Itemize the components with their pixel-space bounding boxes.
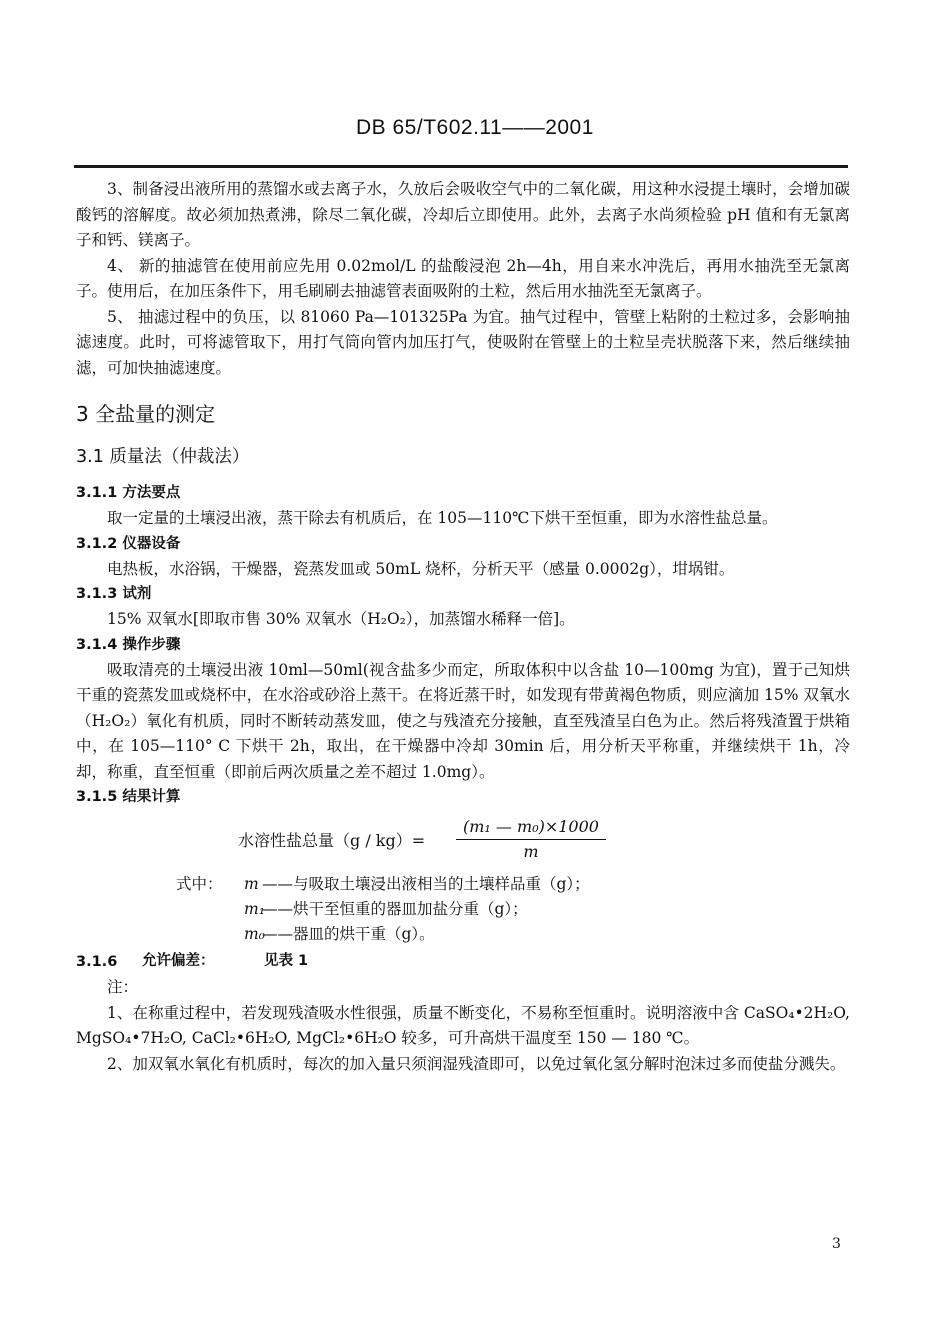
definition-row [76,872,850,897]
section-3-1-heading: 3.1 质量法（仲裁法） [76,447,250,467]
section-3-1-5-title: 3.1.5 结果计算 [76,789,181,805]
section-3-1-3-title: 3.1.3 试剂 [76,586,152,602]
header-rule [74,165,848,168]
definition-symbol: m [244,875,259,893]
section-3-1-4-title: 3.1.4 操作步骤 [76,636,181,653]
formula-denominator: m [523,842,539,861]
section-3-1-6-number: 3.1.6 [76,954,118,970]
formula-lhs: 水溶性盐总量（g / kg）= [238,831,426,850]
section-3-1-2-title: 3.1.2 仪器设备 [76,535,181,552]
definition-text: ——器皿的烘干重（g）。 [262,925,435,943]
note-3: 3、制备浸出液所用的蒸馏水或去离子水，久放后会吸收空气中的二氧化碳，用这种水浸提土壤时，会增加碳酸钙的溶解度。故必须加热煮沸，除尽二氧化碳，冷却后立即使用。此外，去离子水尚须检验 pH 值和有无氯离子和钙、镁离子。 [76,180,850,249]
section-3-1-6-value: 见表 1 [264,953,309,969]
section-3-1-4-text: 吸取清亮的土壤浸出液 10ml—50ml(视含盐多少而定，所取体积中以含盐 10—100mg 为宜)，置于己知烘干重的瓷蒸发皿或烧杯中，在水浴或砂浴上蒸干。在将近蒸干时，如发现有带黄褐色物质，则应滴加 15% 双氧水（H₂O₂）氧化有机质，同时不断转动蒸发皿，使之与残渣充分接触，直至残渣呈白色为止。然后将残渣置于烘箱中，在 105—110° C 下烘干 2h，取出，在干燥器中冷却 30min 后，用分析天平称重，并继续烘干 1h，冷却，称重，直至恒重（即前后两次质量之差不超过 1.0mg）。 [76,660,850,781]
note-item-1: 1、在称重过程中，若发现残渣吸水性很强，质量不断变化，不易称至恒重时。说明溶液中含 CaSO₄•2H₂O, MgSO₄•7H₂O, CaCl₂•6H₂O, MgCl₂•6H₂O 较多，可升高烘干温度至 150 — 180 ℃。 [76,1003,850,1047]
salt-formula [76,816,850,870]
document-header-id: DB 65/T602.11——2001 [356,116,594,139]
section-3-1-6-title: 允许偏差： [142,953,215,969]
definition-symbol: m₀ [244,925,265,943]
page-content [76,177,850,1077]
formula-definitions [76,872,850,947]
section-3-1-1-title: 3.1.1 方法要点 [76,485,181,501]
section-3-1-6-row [76,947,850,975]
section-3-heading: 3 全盐量的测定 [76,402,216,426]
note-5: 5、 抽滤过程中的负压，以 81060 Pa—101325Pa 为宜。抽气过程中，管壁上粘附的土粒过多，会影响抽滤速度。此时，可将滤管取下，用打气筒向管内加压打气，使吸附在管壁上的土粒呈壳状脱落下来，然后继续抽滤，可加快抽滤速度。 [76,307,850,377]
section-3-1-2-text: 电热板，水浴锅，干燥器，瓷蒸发皿或 50mL 烧杯，分析天平（感量 0.0002g），坩埚钳。 [107,559,735,578]
definition-symbol: m₁ [244,900,265,918]
definition-text: ——与吸取土壤浸出液相当的土壤样品重（g）； [262,875,590,893]
section-3-1-1-text: 取一定量的土壤浸出液，蒸干除去有机质后，在 105—110℃下烘干至恒重，即为水溶性盐总量。 [107,509,778,527]
note-item-2: 2、加双氧水氧化有机质时，每次的加入量只须润湿残渣即可，以免过氧化氢分解时泡沫过多而使盐分溅失。 [107,1054,846,1073]
definition-text: ——烘干至恒重的器皿加盐分重（g）； [262,900,528,918]
page-number: 3 [832,1236,841,1252]
definition-row [76,922,850,947]
formula-fraction [456,816,606,864]
section-3-1-3-text: 15% 双氧水[即取市售 30% 双氧水（H₂O₂），加蒸馏水稀释一倍]。 [107,610,575,628]
note-label: 注： [107,978,139,996]
note-4: 4、 新的抽滤管在使用前应先用 0.02mol/L 的盐酸浸泡 2h—4h，用自来水冲洗后，再用水抽洗至无氯离子。使用后，在加压条件下，用毛刷刷去抽滤管表面吸附的土粒，然后用水抽洗至无氯离子。 [76,256,850,300]
formula-numerator: (m₁ — m₀)×1000 [456,816,606,840]
definition-row [76,897,850,922]
where-label: 式中： [176,875,223,893]
